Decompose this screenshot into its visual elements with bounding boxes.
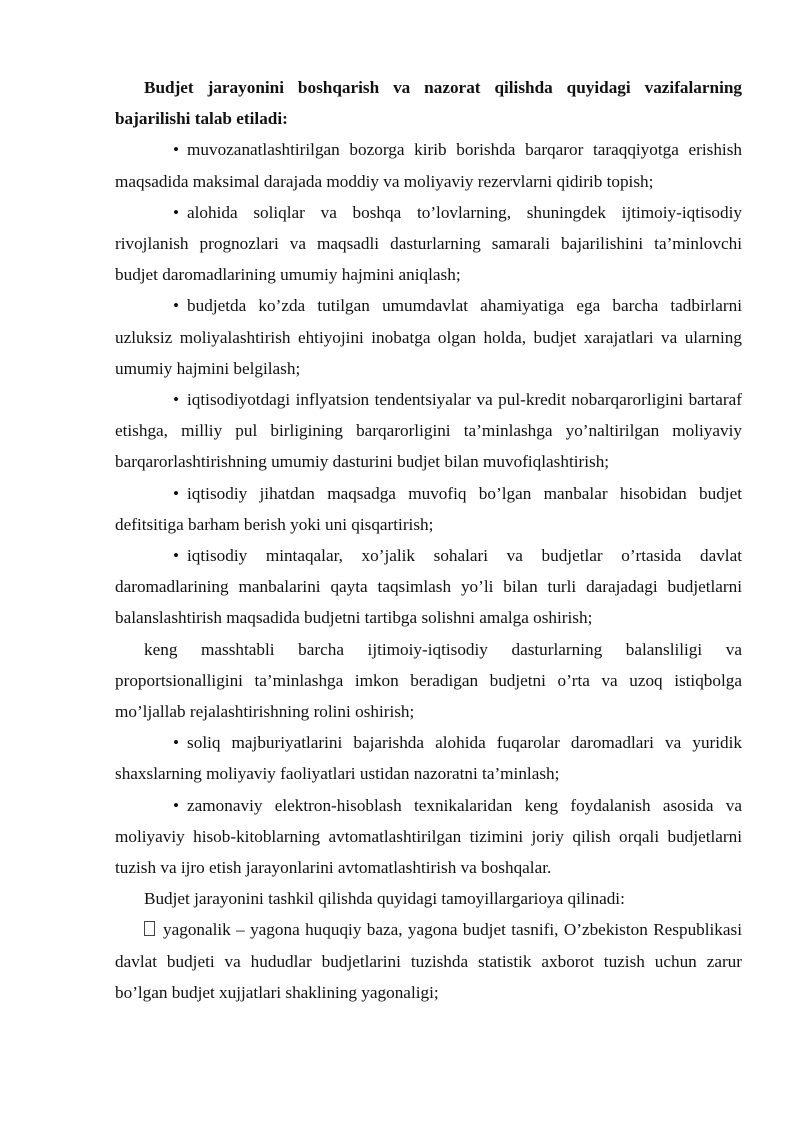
list-item [115, 384, 742, 478]
principle-item [115, 914, 742, 1008]
list-item [115, 478, 742, 540]
bullet-icon: • [173, 546, 180, 566]
missing-glyph-icon [144, 921, 155, 936]
document-page [115, 72, 742, 1008]
list-item [115, 134, 742, 196]
bullet-icon: • [173, 733, 180, 753]
list-item [115, 290, 742, 384]
list-item-text: muvozanatlashtirilgan bozorga kirib borishda barqaror taraqqiyotga erishish maqsadida maksimal darajada moddiy va moliyaviy rezervlarni qidirib topish; [115, 140, 742, 191]
list-item [115, 197, 742, 291]
list-item-text: iqtisodiy mintaqalar, xo’jalik sohalari va budjetlar o’rtasida davlat daromadlarining manbalarini qayta taqsimlash yo’li bilan turli darajadagi budjetlarni balanslashtirish maqsadida budjetni tartibga solishni amalga oshirish; [115, 546, 742, 628]
list-item [115, 540, 742, 634]
list-item-text: budjetda ko’zda tutilgan umumdavlat ahamiyatiga ega barcha tadbirlarni uzluksiz moliyalashtirish ehtiyojini inobatga olgan holda, budjet xarajatlari va ularning umumiy hajmini belgilash; [115, 296, 742, 378]
section-heading: Budjet jarayonini boshqarish va nazorat qilishda quyidagi vazifalarning bajarilishi talab etiladi: [115, 78, 742, 129]
list-item [115, 790, 742, 884]
list-item-text: zamonaviy elektron-hisoblash texnikalaridan keng foydalanish asosida va moliyaviy hisob-kitoblarning avtomatlashtirilgan tizimini joriy qilish orqali budjetlarni tuzish va ijro etish jarayonlarini avtomatlashtirish va boshqalar. [115, 795, 742, 878]
principles-intro: Budjet jarayonini tashkil qilishda quyidagi tamoyillargarioya qilinadi: [144, 889, 625, 909]
bullet-icon: • [173, 140, 180, 160]
bullet-icon: • [173, 296, 180, 316]
bullet-icon: • [173, 390, 180, 410]
bullet-icon: • [173, 202, 180, 222]
principle-item-text: yagonalik – yagona huquqiy baza, yagona budjet tasnifi, O’zbekiston Respublikasi davlat budjeti va hududlar budjetlarini tuzishda statistik axborot tuzish uchun zarur bo’lgan budjet xujjatlari shaklining yagonaligi; [115, 920, 742, 1002]
list-item [115, 727, 742, 789]
list-item-text: alohida soliqlar va boshqa to’lovlarning, shuningdek ijtimoiy-iqtisodiy rivojlanish prognozlari va maqsadli dasturlarning samarali bajarilishini ta’minlovchi budjet daromadlarining umumiy hajmini aniqlash; [115, 202, 742, 285]
bullet-icon: • [173, 483, 180, 503]
bullet-icon: • [173, 795, 180, 815]
list-item-text: soliq majburiyatlarini bajarishda alohida fuqarolar daromadlari va yuridik shaxslarning moliyaviy faoliyatlari ustidan nazoratni ta’minlash; [115, 733, 742, 784]
list-item-plain: keng masshtabli barcha ijtimoiy-iqtisodiy dasturlarning balansliligi va proportsionalligini ta’minlashga imkon beradigan budjetni o’rta va uzoq istiqbolga mo’ljallab rejalashtirishning rolini oshirish; [115, 639, 742, 722]
list-item-text: iqtisodiy jihatdan maqsadga muvofiq bo’lgan manbalar hisobidan budjet defitsitiga barham berish yoki uni qisqartirish; [115, 483, 742, 534]
list-item-text: iqtisodiyotdagi inflyatsion tendentsiyalar va pul-kredit nobarqarorligini bartaraf etishga, milliy pul birligining barqarorligini ta’minlashga yo’naltirilgan moliyaviy barqarorlashtirishning umumiy dasturini budjet bilan muvofiqlashtirish; [115, 390, 742, 472]
